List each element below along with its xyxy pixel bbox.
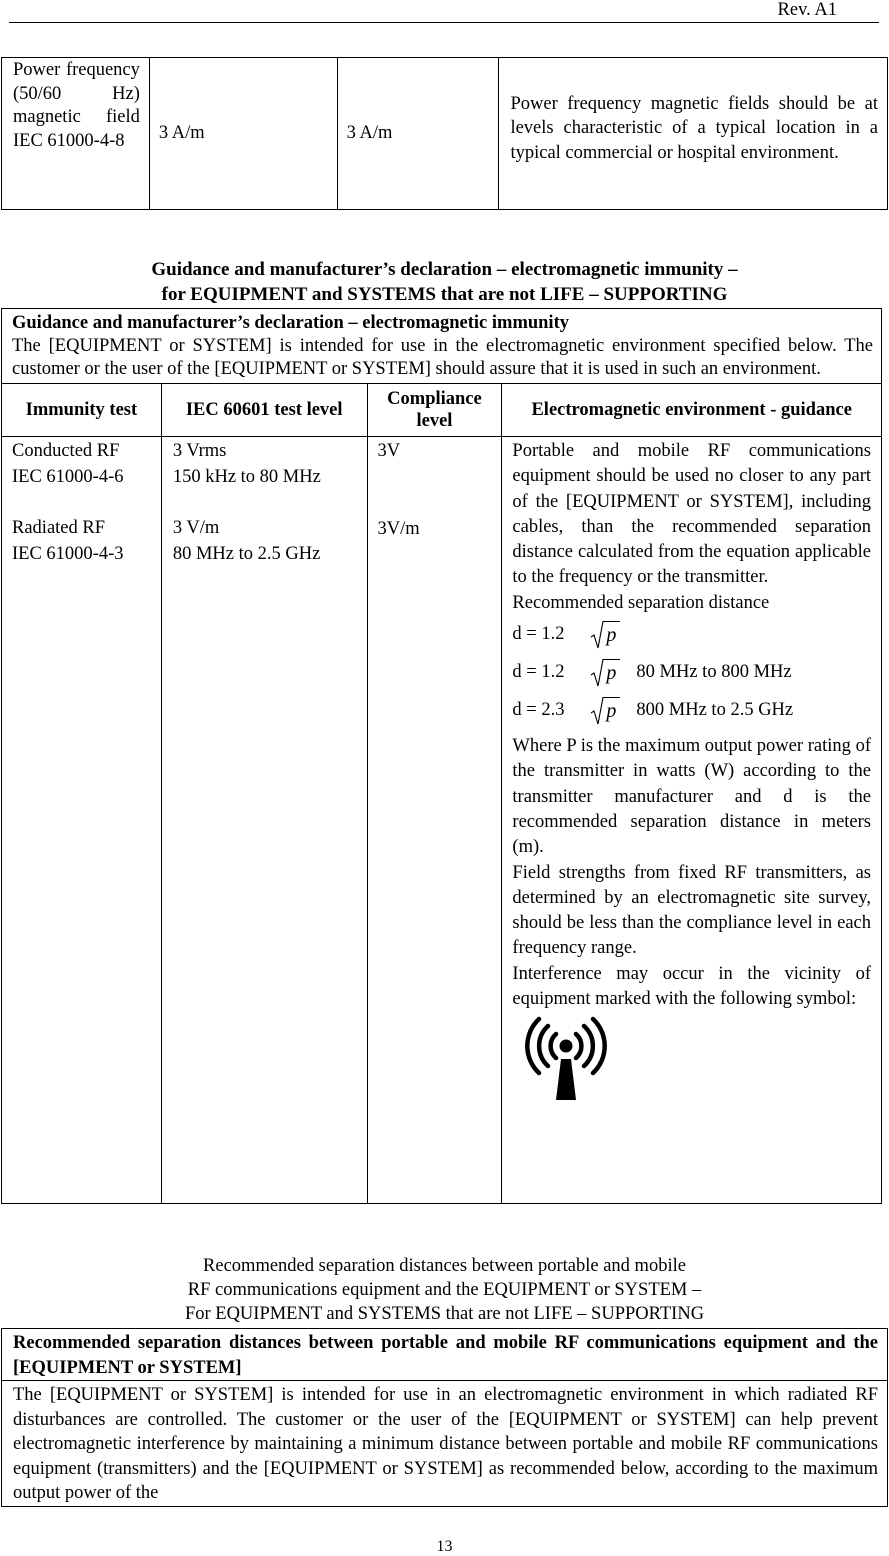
table-row [2, 309, 882, 384]
table-row [2, 58, 888, 210]
radicand: p [604, 621, 620, 649]
sqrt-p [590, 659, 620, 687]
immunity-title-line1: Guidance and manufacturer’s declaration – electromagnetic immunity – [151, 259, 738, 280]
immunity-test-cell [2, 437, 162, 1204]
guidance-paragraph: Portable and mobile RF communications equipment should be used no closer to any part of the [EQUIPMENT or SYSTEM], including cables, than the recommended separation distance calculated from the equation applicable to the frequency or the transmitter. [512, 441, 871, 588]
conducted-compliance: 3V [377, 441, 401, 461]
conducted-test-name: Conducted RF [12, 441, 120, 461]
radicand: p [604, 659, 620, 687]
formula-frequency-range: 800 MHz to 2.5 GHz [636, 700, 794, 721]
radiated-range: 80 MHz to 2.5 GHz [172, 543, 321, 564]
formula-label: d = 1.2 [512, 624, 565, 645]
radical-sign-icon [590, 697, 604, 725]
radiated-test-std: IEC 61000-4-3 [12, 543, 124, 564]
table-row [2, 1329, 888, 1381]
guidance-paragraph: Field strengths from fixed RF transmitters, as determined by an electromagnetic site survey, should be less than the compliance level in each frequency range. [512, 862, 871, 959]
page-number: 13 [436, 1538, 453, 1555]
formula-row [512, 654, 871, 692]
immunity-intro-cell [2, 309, 882, 384]
conducted-level: 3 Vrms [172, 441, 227, 461]
conducted-test-std: IEC 61000-4-6 [12, 466, 124, 487]
table-row [2, 1381, 888, 1507]
formula-label: d = 1.2 [512, 662, 565, 683]
radical-sign-icon [590, 621, 604, 649]
separation-title-line2: RF communications equipment and the EQUIPMENT or SYSTEM – [187, 1280, 702, 1300]
guidance-paragraph: Interference may occur in the vicinity of equipment marked with the following symbol: [512, 963, 871, 1010]
recommended-distance-label: Recommended separation distance [512, 592, 770, 613]
formula-frequency-range: 80 MHz to 800 MHz [636, 662, 792, 683]
radicand: p [604, 697, 620, 725]
separation-table [1, 1328, 888, 1507]
sqrt-p [590, 621, 620, 649]
revision-label: Rev. A1 [777, 0, 837, 20]
formula-row [512, 616, 871, 654]
immunity-table [1, 308, 882, 1204]
radiated-test-name: Radiated RF [12, 518, 106, 538]
table-row [2, 437, 882, 1204]
guidance-cell: Power frequency magnetic fields should be at levels characteristic of a typical location in a typical commercial or hospital environment. [499, 58, 888, 210]
separation-title-line3: For EQUIPMENT and SYSTEMS that are not LIFE – SUPPORTING [184, 1304, 705, 1324]
non-ionizing-radiation-icon [518, 1016, 614, 1102]
table-header-row [2, 384, 882, 437]
immunity-test-cell: Power frequency (50/60 Hz) magnetic field IEC 61000-4-8 [2, 58, 150, 210]
formula-row [512, 692, 871, 730]
separation-title-line1: Recommended separation distances between portable and mobile [203, 1256, 686, 1276]
column-header: IEC 60601 test level [161, 384, 367, 437]
formula-label: d = 2.3 [512, 700, 565, 721]
column-header: Immunity test [2, 384, 162, 437]
radiated-level: 3 V/m [172, 518, 220, 538]
guidance-paragraph: Where P is the maximum output power rating of the transmitter in watts (W) according to the transmitter manufacturer and d is the recommended separation distance in meters (m). [512, 736, 871, 858]
radiated-compliance: 3V/m [377, 518, 420, 539]
conducted-range: 150 kHz to 80 MHz [172, 466, 321, 487]
separation-intro-cell: The [EQUIPMENT or SYSTEM] is intended for use in an electromagnetic environment in which radiated RF disturbances are controlled. The customer or the user of the [EQUIPMENT or SYSTEM] can help prevent electromagnetic interference by maintaining a minimum distance between portable and mobile RF communications equipment (transmitters) and the [EQUIPMENT or SYSTEM] as recommended below, according to the maximum output power of the [2, 1381, 888, 1507]
compliance-level-cell [367, 437, 502, 1204]
immunity-table-heading: Guidance and manufacturer’s declaration – electromagnetic immunity [12, 313, 569, 333]
guidance-cell [502, 437, 882, 1204]
compliance-level-cell: 3 A/m [337, 58, 499, 210]
immunity-title-line2: for EQUIPMENT and SYSTEMS that are not LIFE – SUPPORTING [161, 284, 728, 305]
column-header: Electromagnetic environment - guidance [502, 384, 882, 437]
separation-table-heading: Recommended separation distances between portable and mobile RF communications equipment and the [EQUIPMENT or SYSTEM] [2, 1329, 888, 1381]
test-level-cell [161, 437, 367, 1204]
immunity-intro-text: The [EQUIPMENT or SYSTEM] is intended for use in the electromagnetic environment specified below. The customer or the user of the [EQUIPMENT or SYSTEM] should assure that it is used in such an environment. [12, 336, 873, 379]
power-frequency-table [1, 57, 888, 210]
test-level-cell: 3 A/m [149, 58, 337, 210]
header-rule [9, 22, 879, 23]
radical-sign-icon [590, 659, 604, 687]
sqrt-p [590, 697, 620, 725]
column-header: Compliance level [367, 384, 502, 437]
